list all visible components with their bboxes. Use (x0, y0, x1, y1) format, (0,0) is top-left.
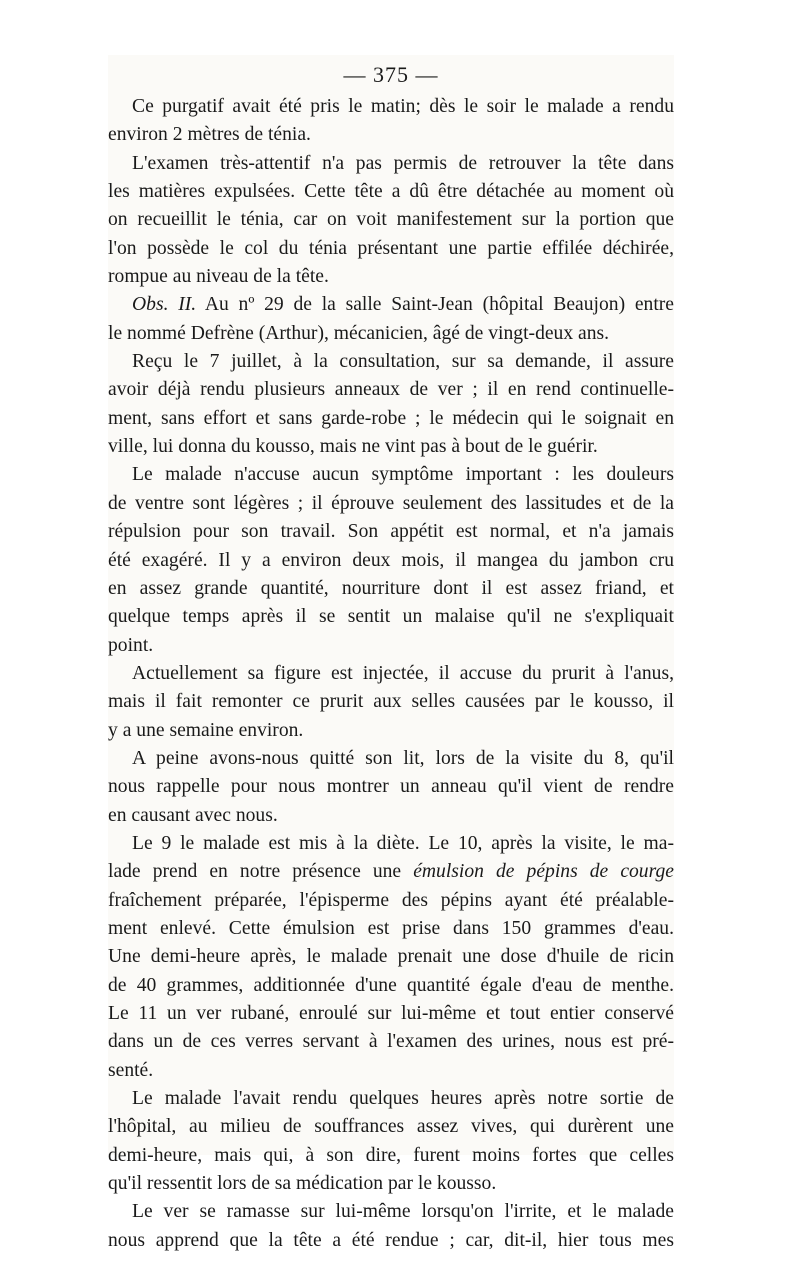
text-line: de 40 grammes, additionnée d'une quantité égale d'eau de menthe. (108, 974, 674, 996)
text-line: Le 9 le malade est mis à la diète. Le 10, après la visite, le ma- (132, 832, 674, 854)
text-line: lade prend en notre présence une émulsion de pépins de courge (108, 861, 674, 883)
text-line: de ventre sont légères ; il éprouve seulement des lassitudes et de la (108, 492, 674, 514)
text-line: l'hôpital, au milieu de souffrances assez vives, qui durèrent une (108, 1116, 674, 1138)
text-line: on recueillit le ténia, car on voit manifestement sur la portion que (108, 209, 674, 231)
text-line: fraîchement préparée, l'épisperme des pépins ayant été préalable- (108, 889, 674, 911)
text-line: dans un de ces verres servant à l'examen des urines, nous est pré- (108, 1031, 674, 1053)
text-line: en assez grande quantité, nourriture dont il est assez friand, et (108, 577, 674, 599)
text-line: rompue au niveau de la tête. (108, 266, 329, 288)
text-line: répulsion pour son travail. Son appétit est normal, et n'a jamais (108, 521, 674, 543)
text-line: été exagéré. Il y a environ deux mois, il mangea du jambon cru (108, 549, 674, 571)
text-line: qu'il ressentit lors de sa médication par le kousso. (108, 1173, 497, 1195)
text-line: Obs. II. Au nº 29 de la salle Saint-Jean (hôpital Beaujon) entre (132, 294, 674, 316)
text-line: en causant avec nous. (108, 804, 278, 826)
italic-heading: Obs. II. (132, 294, 197, 316)
text-line: Le malade n'accuse aucun symptôme important : les douleurs (132, 464, 674, 486)
text-line: avoir déjà rendu plusieurs anneaux de ver ; il en rend continuelle- (108, 379, 674, 401)
text-line: ment enlevé. Cette émulsion est prise dans 150 grammes d'eau. (108, 917, 674, 939)
page-number: — 375 — (343, 62, 439, 87)
text-line: l'on possède le col du ténia présentant une partie effilée déchirée, (108, 237, 674, 259)
italic-phrase: émulsion de pépins de courge (413, 861, 674, 883)
text-line: y a une semaine environ. (108, 719, 304, 741)
text-line: point. (108, 634, 154, 656)
text-line: Ce purgatif avait été pris le matin; dès le soir le malade a rendu (132, 96, 674, 117)
text-line: ville, lui donna du kousso, mais ne vint pas à bout de le guérir. (108, 436, 598, 458)
text-line: Le 11 un ver rubané, enroulé sur lui-même et tout entier conservé (108, 1003, 674, 1024)
text-line: senté. (108, 1059, 154, 1081)
text-line: L'examen très-attentif n'a pas permis de retrouver la tête dans (132, 152, 674, 174)
text-line: Actuellement sa figure est injectée, il accuse du prurit à l'anus, (132, 662, 674, 684)
book-page (108, 55, 674, 1251)
text-line: Une demi-heure après, le malade prenait une dose d'huile de ricin (108, 946, 674, 968)
text-line: ment, sans effort et sans garde-robe ; le médecin qui le soignait en (108, 407, 674, 429)
text-line: demi-heure, mais qui, à son dire, furent moins fortes que celles (108, 1144, 674, 1166)
text-line: nous apprend que la tête a été rendue ; car, dit-il, hier tous mes (108, 1229, 674, 1251)
text-line: le nommé Defrène (Arthur), mécanicien, âgé de vingt-deux ans. (108, 322, 610, 344)
text-line: Le malade l'avait rendu quelques heures après notre sortie de (132, 1088, 674, 1110)
text-line: nous rappelle pour nous montrer un anneau qu'il vient de rendre (108, 776, 674, 798)
text-line: quelque temps après il se sentit un malaise qu'il ne s'expliquait (108, 606, 674, 628)
text-line: mais il fait remonter ce prurit aux selles causées par le kousso, il (108, 691, 674, 713)
text-line: Reçu le 7 juillet, à la consultation, sur sa demande, il assure (132, 351, 674, 373)
text-line: A peine avons-nous quitté son lit, lors de la visite du 8, qu'il (132, 747, 674, 769)
text-line: environ 2 mètres de ténia. (108, 124, 311, 146)
text-line: les matières expulsées. Cette tête a dû être détachée au moment où (108, 181, 674, 203)
text-line: Le ver se ramasse sur lui-même lorsqu'on l'irrite, et le malade (132, 1201, 674, 1223)
body-text (108, 93, 674, 1255)
